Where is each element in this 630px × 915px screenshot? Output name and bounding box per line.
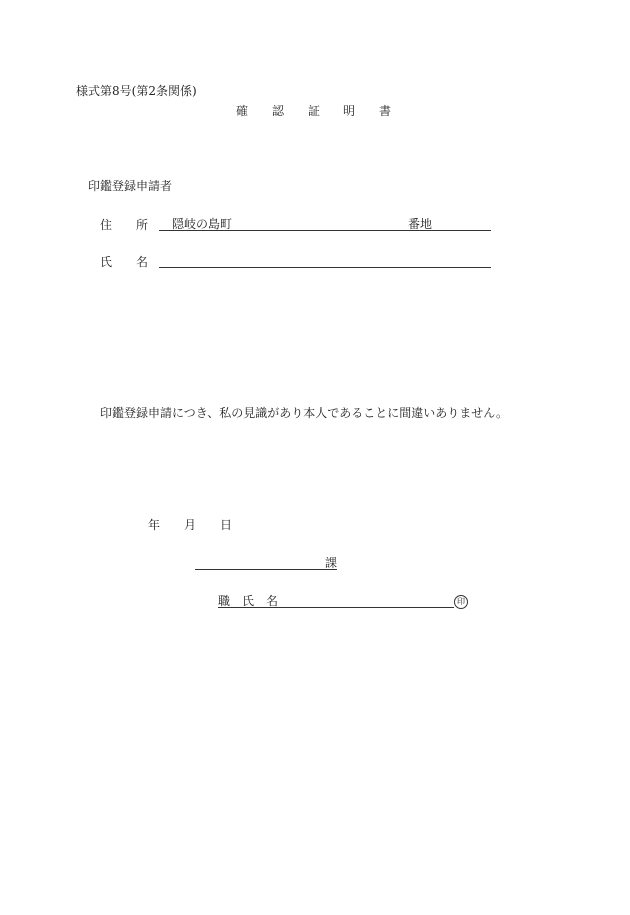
official-label-char: 職 [218,594,231,608]
department-field[interactable] [195,569,337,570]
official-name-field[interactable] [218,607,454,608]
title-char: 明 [343,104,356,118]
department-suffix: 課 [325,556,338,570]
address-label-char: 所 [136,218,149,232]
title-char: 書 [379,104,392,118]
applicant-heading: 印鑑登録申請者 [88,179,173,193]
address-field[interactable] [159,230,491,231]
official-label-char: 氏 [242,594,255,608]
name-label-char: 氏 [100,255,113,269]
day-label: 日 [220,518,233,532]
month-label: 月 [184,518,197,532]
year-label: 年 [148,518,161,532]
form-number: 様式第8号(第2条関係) [76,84,197,98]
official-label-char: 名 [266,594,279,608]
name-label-char: 名 [136,255,149,269]
address-suffix: 番地 [408,217,433,231]
address-prefix: 隠岐の島町 [172,217,233,231]
address-label-char: 住 [100,218,113,232]
statement-text: 印鑑登録申請につき、私の見識があり本人であることに間違いありません。 [100,406,509,420]
name-field[interactable] [159,267,491,268]
title-char: 確 [236,104,249,118]
title-char: 認 [272,104,285,118]
title-char: 証 [308,104,321,118]
seal-icon: 印 [454,595,468,609]
